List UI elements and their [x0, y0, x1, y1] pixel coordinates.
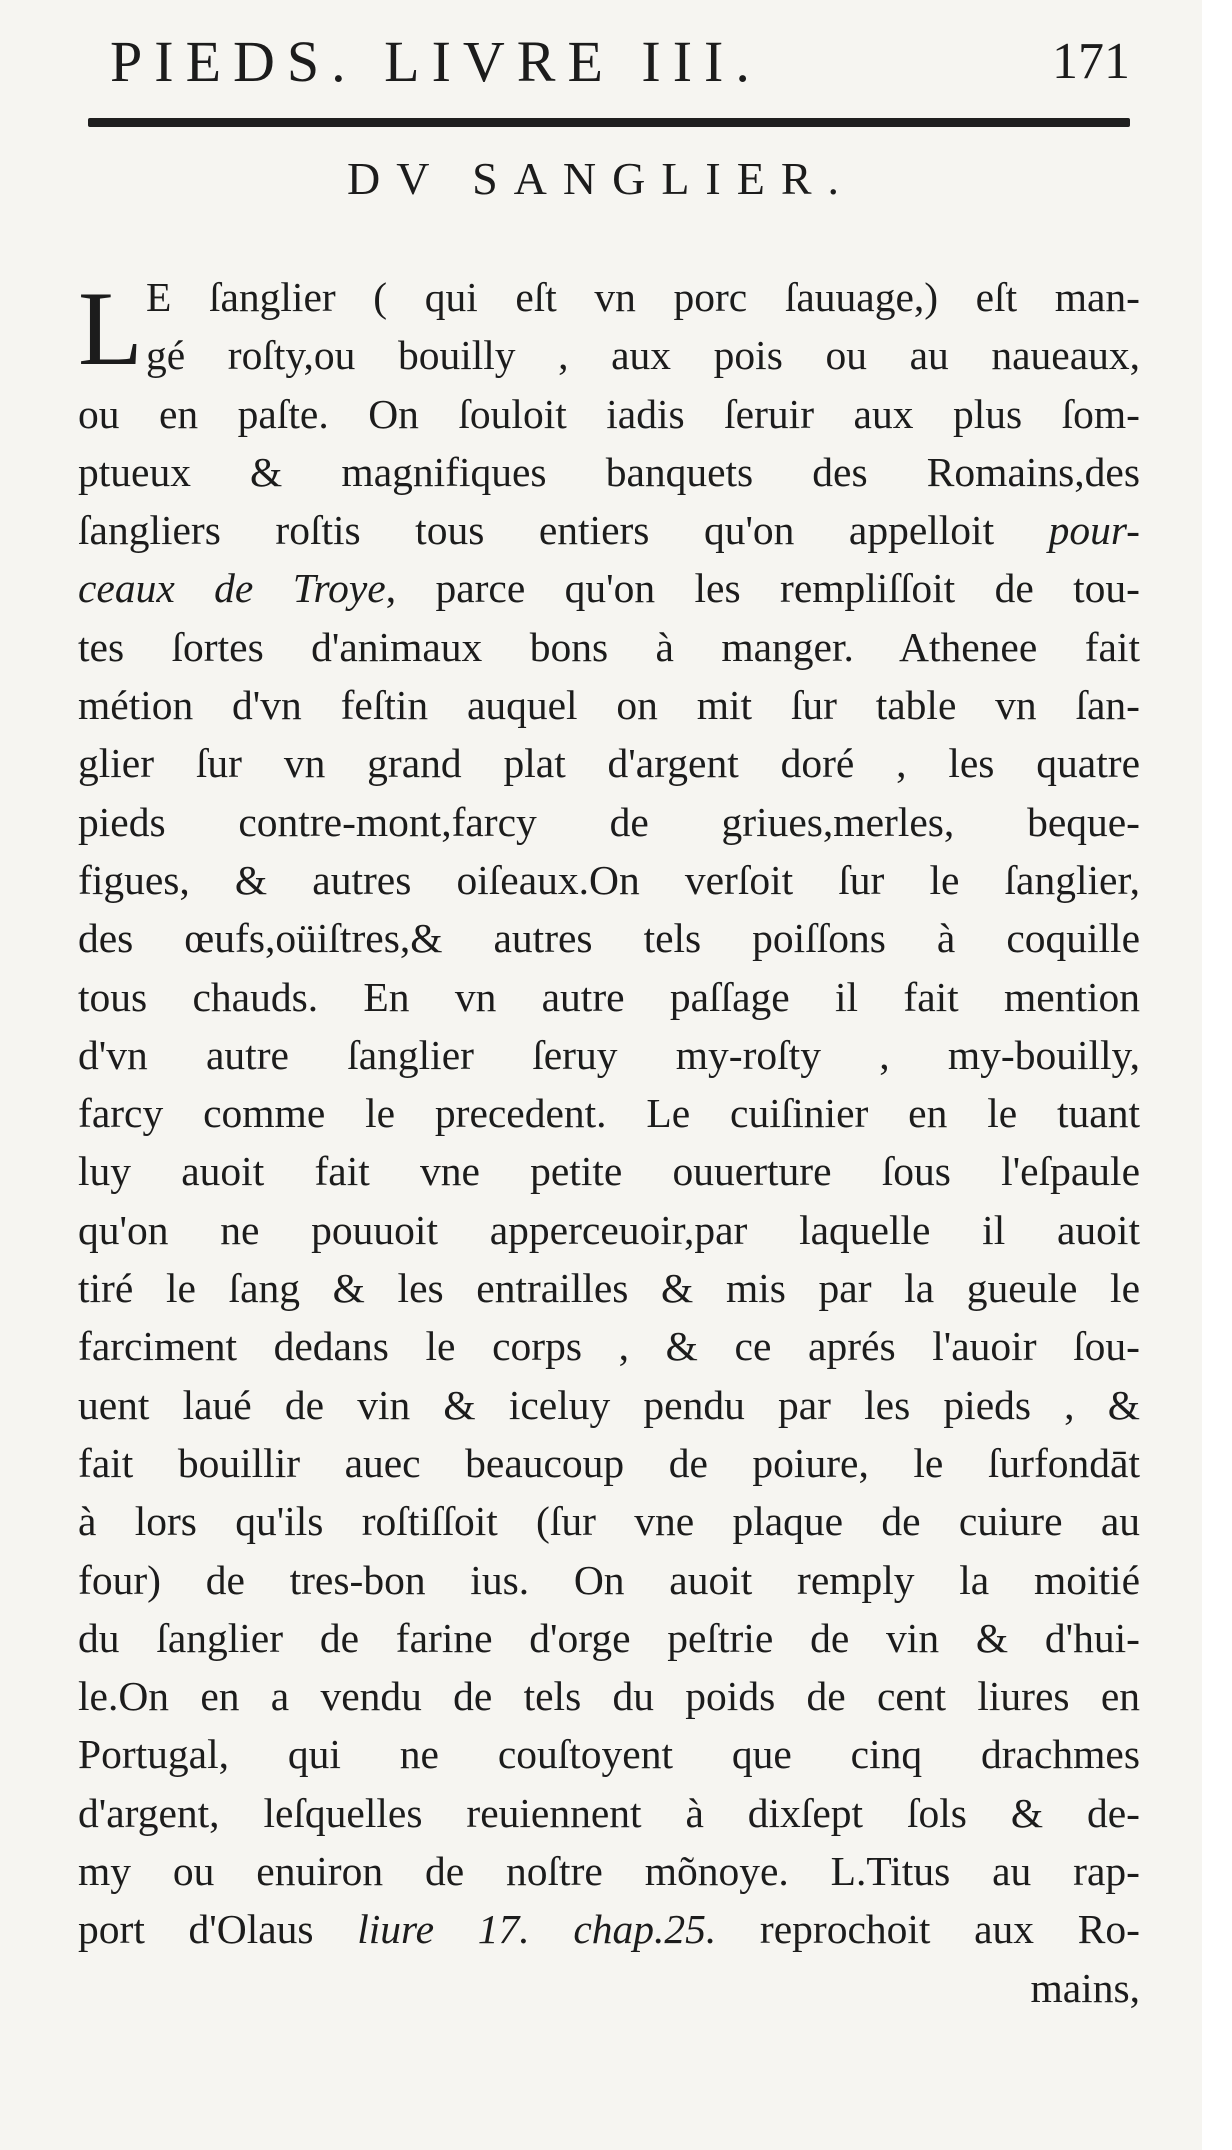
- line-text: luy auoit fait vne petite ouuerture ſous l'eſpaule: [78, 1148, 1140, 1195]
- text-line: [78, 501, 1140, 559]
- line-text: port d'Olaus: [78, 1906, 358, 1953]
- section-title: DV SANGLIER.: [346, 153, 856, 204]
- text-line: [78, 1725, 1140, 1783]
- line-text: le.On en a vendu de tels du poids de cent liures en: [78, 1673, 1140, 1720]
- line-text: , parce qu'on les rempliſſoit de tou-: [385, 565, 1140, 612]
- text-line: [78, 618, 1140, 676]
- text-line: [78, 1259, 1140, 1317]
- line-text: uent laué de vin & iceluy pendu par les pieds , &: [78, 1381, 1140, 1428]
- line-text: ptueux & magnifiques banquets des Romains,des: [78, 448, 1140, 495]
- line-text: tiré le ſang & les entrailles & mis par la gueule le: [78, 1265, 1140, 1312]
- line-text: ſangliers roſtis tous entiers qu'on appelloit: [78, 507, 1049, 554]
- line-text: farciment dedans le corps , & ce aprés l'auoir ſou-: [78, 1323, 1140, 1370]
- text-line: [78, 676, 1140, 734]
- line-text: tous chauds. En vn autre paſſage il fait mention: [78, 973, 1140, 1020]
- line-text: my ou enuiron de noſtre mõnoye. L.Titus au rap-: [78, 1848, 1140, 1895]
- line-text: mains,: [1030, 1964, 1140, 2011]
- running-head: PIEDS. LIVRE III.: [110, 29, 762, 94]
- text-line: [78, 793, 1140, 851]
- text-line: [78, 1551, 1140, 1609]
- line-text: d'argent, leſquelles reuiennent à dixſept ſols & de-: [78, 1789, 1140, 1836]
- line-text: des œufs,oüiſtres,& autres tels poiſſons à coquille: [78, 915, 1140, 962]
- drop-cap: L: [78, 270, 143, 387]
- text-line: [78, 1492, 1140, 1550]
- line-text: du ſanglier de farine d'orge peſtrie de vin & d'hui-: [78, 1614, 1140, 1661]
- line-text: métion d'vn feſtin auquel on mit ſur table vn ſan-: [78, 682, 1140, 729]
- page-header: [110, 20, 1130, 115]
- text-line: [78, 1084, 1140, 1142]
- line-text: qu'on ne pouuoit apperceuoir,par laquelle il auoit: [78, 1206, 1140, 1253]
- line-text: pieds contre-mont,farcy de griues,merles, beque-: [78, 798, 1140, 845]
- line-italic-text: ceaux de Troye: [78, 565, 386, 612]
- line-text: reprochoit aux Ro-: [716, 1906, 1140, 1953]
- line-text: tes ſortes d'animaux bons à manger. Athenee fait: [78, 623, 1140, 670]
- text-line: [78, 268, 1140, 326]
- page-number: 171: [1052, 33, 1130, 90]
- text-line: [78, 385, 1140, 443]
- line-text: four) de tres-bon ius. On auoit remply la moitié: [78, 1556, 1140, 1603]
- line-text: glier ſur vn grand plat d'argent doré , les quatre: [78, 740, 1140, 787]
- line-text: E ſanglier ( qui eſt vn porc ſauuage,) eſt man-: [146, 274, 1140, 320]
- line-italic-text: pour-: [1048, 507, 1140, 554]
- text-line: [78, 443, 1140, 501]
- line-text: farcy comme le precedent. Le cuiſinier en le tuant: [78, 1090, 1140, 1137]
- text-line: [78, 326, 1140, 384]
- line-text: à lors qu'ils roſtiſſoit (ſur vne plaque de cuiure au: [78, 1498, 1140, 1545]
- text-line: [78, 1900, 1140, 1958]
- text-line: [78, 1784, 1140, 1842]
- line-text: gé roſty,ou bouilly , aux pois ou au naueaux,: [146, 332, 1140, 379]
- text-line: [78, 1026, 1140, 1084]
- text-line: [78, 1667, 1140, 1725]
- text-line: [78, 1434, 1140, 1492]
- text-line: [78, 968, 1140, 1026]
- text-line: [78, 851, 1140, 909]
- text-line: [78, 734, 1140, 792]
- text-line: [78, 909, 1140, 967]
- line-italic-text: liure 17. chap.25.: [357, 1906, 717, 1953]
- body-text: [78, 268, 1140, 2017]
- line-text: figues, & autres oiſeaux.On verſoit ſur le ſanglier,: [78, 856, 1140, 903]
- text-line: [78, 1201, 1140, 1259]
- text-line: [78, 1842, 1140, 1900]
- line-text: Portugal, qui ne couſtoyent que cinq drachmes: [78, 1731, 1140, 1778]
- text-line: [78, 1609, 1140, 1667]
- text-line: [78, 1142, 1140, 1200]
- line-text: d'vn autre ſanglier ſeruy my-roſty , my-bouilly,: [78, 1031, 1140, 1078]
- text-line: [78, 1959, 1140, 2017]
- text-line: [78, 559, 1140, 617]
- text-line: [78, 1317, 1140, 1375]
- line-text: ou en paſte. On ſouloit iadis ſeruir aux plus ſom-: [78, 390, 1140, 437]
- text-line: [78, 1376, 1140, 1434]
- header-rule: [88, 118, 1130, 127]
- line-text: fait bouillir auec beaucoup de poiure, le ſurfondāt: [78, 1439, 1140, 1486]
